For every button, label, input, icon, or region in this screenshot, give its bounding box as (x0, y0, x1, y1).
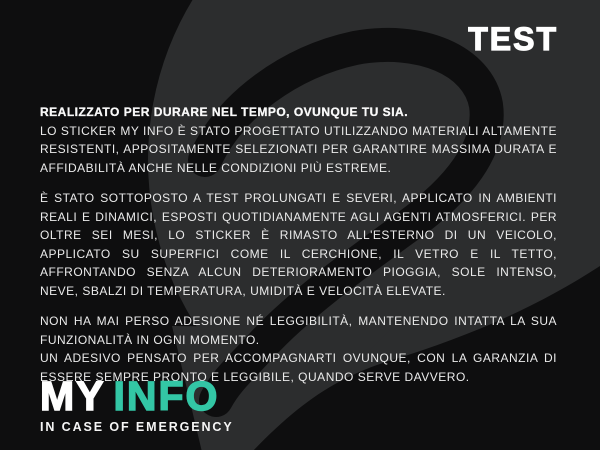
logo-word-my: MY (40, 373, 106, 419)
logo-word-info: INFO (113, 373, 220, 419)
paragraph-3-part-1: NON HA MAI PERSO ADESIONE NÉ LEGGIBILITÀ, MANTENENDO INTATTA LA SUA FUNZIONALITÀ IN OGNI MOMENTO. (40, 314, 557, 347)
logo-tagline: IN CASE OF EMERGENCY (40, 420, 234, 434)
my-info-logo (40, 373, 234, 434)
paragraph-3-part-2: UN ADESIVO PENSATO PER ACCOMPAGNARTI OVUNQUE, CON LA GARANZIA DI ESSERE SEMPRE PRONTO E LEGGIBILE, QUANDO SERVE DAVVERO. (40, 351, 557, 384)
paragraph-1-lead: REALIZZATO PER DURARE NEL TEMPO, OVUNQUE TU SIA. (40, 105, 409, 119)
body-text-block (40, 103, 557, 386)
paragraph-2: È STATO SOTTOPOSTO A TEST PROLUNGATI E SEVERI, APPLICATO IN AMBIENTI REALI E DINAMICI, ESPOSTI QUOTIDIANAMENTE AGLI AGENTI ATMOSFERICI. PER OLTRE SEI MESI, LO STICKER È RIMASTO ALL'ESTERNO DI UN VEICOLO, APPLICATO SU SUPERFICI COME IL CERCHIONE, IL VETRO E IL TETTO, AFFRONTANDO SENZA ALCUN DETERIORAMENTO PIOGGIA, SOLE INTENSO, NEVE, SBALZI DI TEMPERATURA, UMIDITÀ E VELOCITÀ ELEVATE. (40, 191, 557, 298)
paragraph-1-body: LO STICKER MY INFO È STATO PROGETTATO UTILIZZANDO MATERIALI ALTAMENTE RESISTENTI, APPOSITAMENTE SELEZIONATI PER GARANTIRE MASSIMA DURATA E AFFIDABILITÀ ANCHE NELLE CONDIZIONI PIÙ ESTREME. (40, 123, 557, 175)
test-heading: TEST (468, 21, 558, 57)
logo-wordmark (40, 373, 234, 419)
